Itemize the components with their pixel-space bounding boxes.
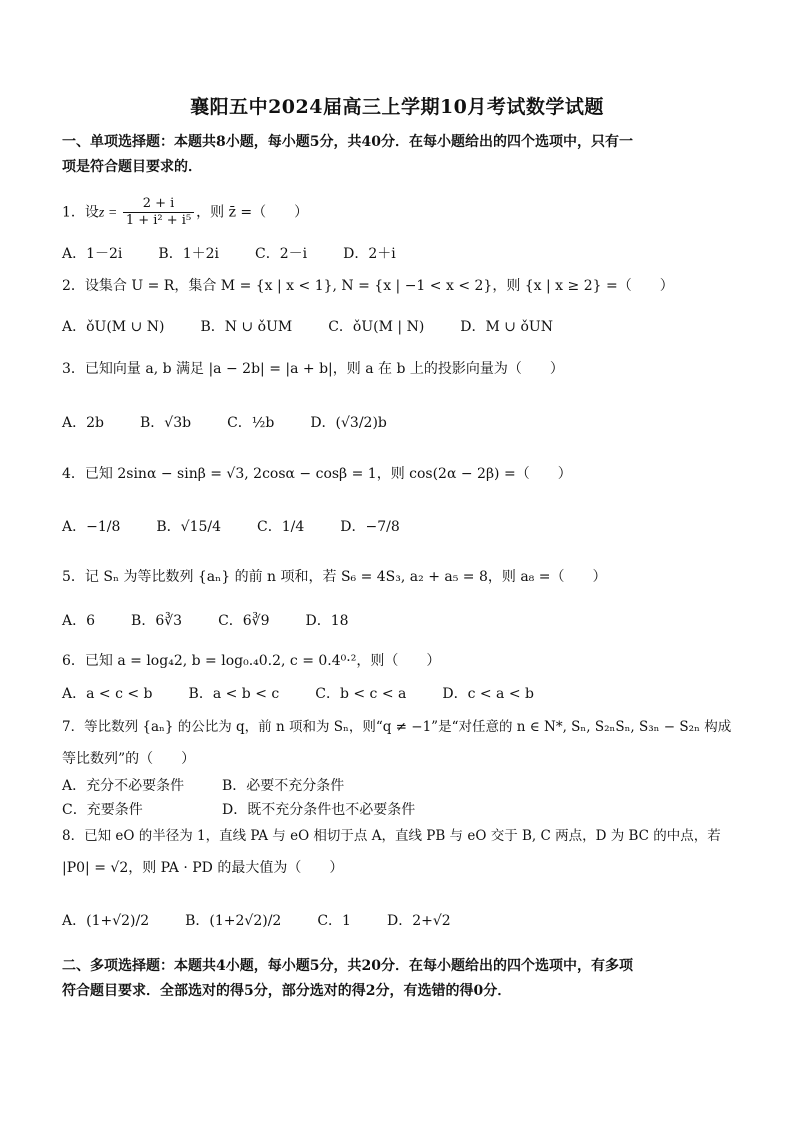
q7-option-b: B．必要不充分条件	[222, 778, 345, 794]
q4-option-d: D．−7/8	[340, 519, 400, 535]
question-7-line1: 7．等比数列 {aₙ} 的公比为 q，前 n 项和为 Sₙ，则“q ≠ −1”是“对任意的 n ∈ N*, Sₙ, S₂ₙSₙ, S₃ₙ − S₂ₙ 构成	[62, 719, 732, 735]
q2-option-c: C．ǒU(M | N)	[328, 319, 425, 335]
q3-option-a: A．2b	[62, 415, 104, 431]
q6-option-a: A．a < c < b	[62, 686, 153, 702]
question-6: 6．已知 a = log₄2, b = log₀.₄0.2, c = 0.4⁰·²，则（ ）	[62, 653, 441, 669]
q7-options-row1	[62, 775, 344, 797]
q3-option-c: C．½b	[227, 415, 275, 431]
q8-option-d: D．2+√2	[386, 913, 451, 929]
q2-option-a: A．ǒU(M ∪ N)	[62, 319, 165, 335]
q6-option-c: C．b < c < a	[315, 686, 407, 702]
q3-option-d: D．(√3/2)b	[310, 415, 387, 431]
q8-option-c: C．1	[317, 913, 351, 929]
q7-option-a: A．充分不必要条件	[62, 778, 185, 794]
q1-options	[62, 243, 752, 265]
question-2: 2．设集合 U = R，集合 M = {x | x < 1}, N = {x | −1 < x < 2}，则 {x | x ≥ 2} =（ ）	[62, 278, 674, 294]
question-3: 3．已知向量 a, b 满足 |a − 2b| = |a + b|，则 a 在 b 上的投影向量为（ ）	[62, 361, 564, 377]
section1-header: 一、单项选择题：本题共8小题，每小题5分，共40分．在每小题给出的四个选项中，只有一 项是符合题目要求的．	[62, 134, 633, 175]
page-title: 襄阳五中2024届高三上学期10月考试数学试题	[190, 96, 604, 118]
q4-option-a: A．−1/8	[62, 519, 121, 535]
question-8-line1: 8．已知 eO 的半径为 1，直线 PA 与 eO 相切于点 A，直线 PB 与 eO 交于 B, C 两点，D 为 BC 的中点，若	[62, 828, 721, 844]
question-1: 1．设z = $\frac{2 + i}{\text{1 + i² + i⁵}}$ ，则 z̄ =（ ）	[62, 196, 309, 228]
q5-option-c: C．6∛9	[218, 613, 270, 629]
q4-option-b: B．√15/4	[156, 519, 222, 535]
q8-options	[62, 910, 752, 932]
q6-options	[62, 683, 752, 705]
q4-options	[62, 516, 752, 538]
question-5: 5．记 Sₙ 为等比数列 {aₙ} 的前 n 项和，若 S₆ = 4S₃, a₂ + a₅ = 8，则 a₈ =（ ）	[62, 569, 607, 585]
question-8-line2: |P0| = √2，则 PA · PD 的最大值为（ ）	[62, 860, 344, 876]
q3-options	[62, 412, 752, 434]
q4-option-c: C．1/4	[257, 519, 305, 535]
q7-options-row2	[62, 799, 415, 821]
q1-option-b: B．1＋2i	[158, 246, 219, 262]
q1-fraction: $\frac{2 + i}{\text{1 + i² + i⁵}}$	[123, 196, 194, 229]
q5-option-a: A．6	[62, 613, 96, 629]
q7-option-d: D．既不充分条件也不必要条件	[222, 802, 416, 818]
q6-option-d: D．c < a < b	[442, 686, 534, 702]
q5-option-b: B．6∛3	[131, 613, 183, 629]
q2-option-d: D．M ∪ ǒUN	[460, 319, 553, 335]
q5-options	[62, 610, 752, 632]
q2-option-b: B．N ∪ ǒUM	[200, 319, 293, 335]
q8-option-b: B．(1+2√2)/2	[185, 913, 282, 929]
q1-option-c: C．2－i	[255, 246, 308, 262]
q8-option-a: A．(1+√2)/2	[62, 913, 150, 929]
question-7-line2: 等比数列”的（ ）	[62, 751, 196, 767]
q5-option-d: D．18	[305, 613, 349, 629]
q7-option-c: C．充要条件	[62, 802, 143, 818]
q2-options	[62, 316, 752, 338]
q1-option-a: A．1－2i	[62, 246, 123, 262]
q3-option-b: B．√3b	[139, 415, 192, 431]
question-4: 4．已知 2sinα − sinβ = √3, 2cosα − cosβ = 1，则 cos(2α − 2β) =（ ）	[62, 466, 572, 482]
q1-option-d: D．2＋i	[343, 246, 396, 262]
section2-header: 二、多项选择题：本题共4小题，每小题5分，共20分．在每小题给出的四个选项中，有多项 符合题目要求．全部选对的得5分，部分选对的得2分，有选错的得0分．	[62, 958, 633, 999]
q6-option-b: B．a < b < c	[188, 686, 280, 702]
